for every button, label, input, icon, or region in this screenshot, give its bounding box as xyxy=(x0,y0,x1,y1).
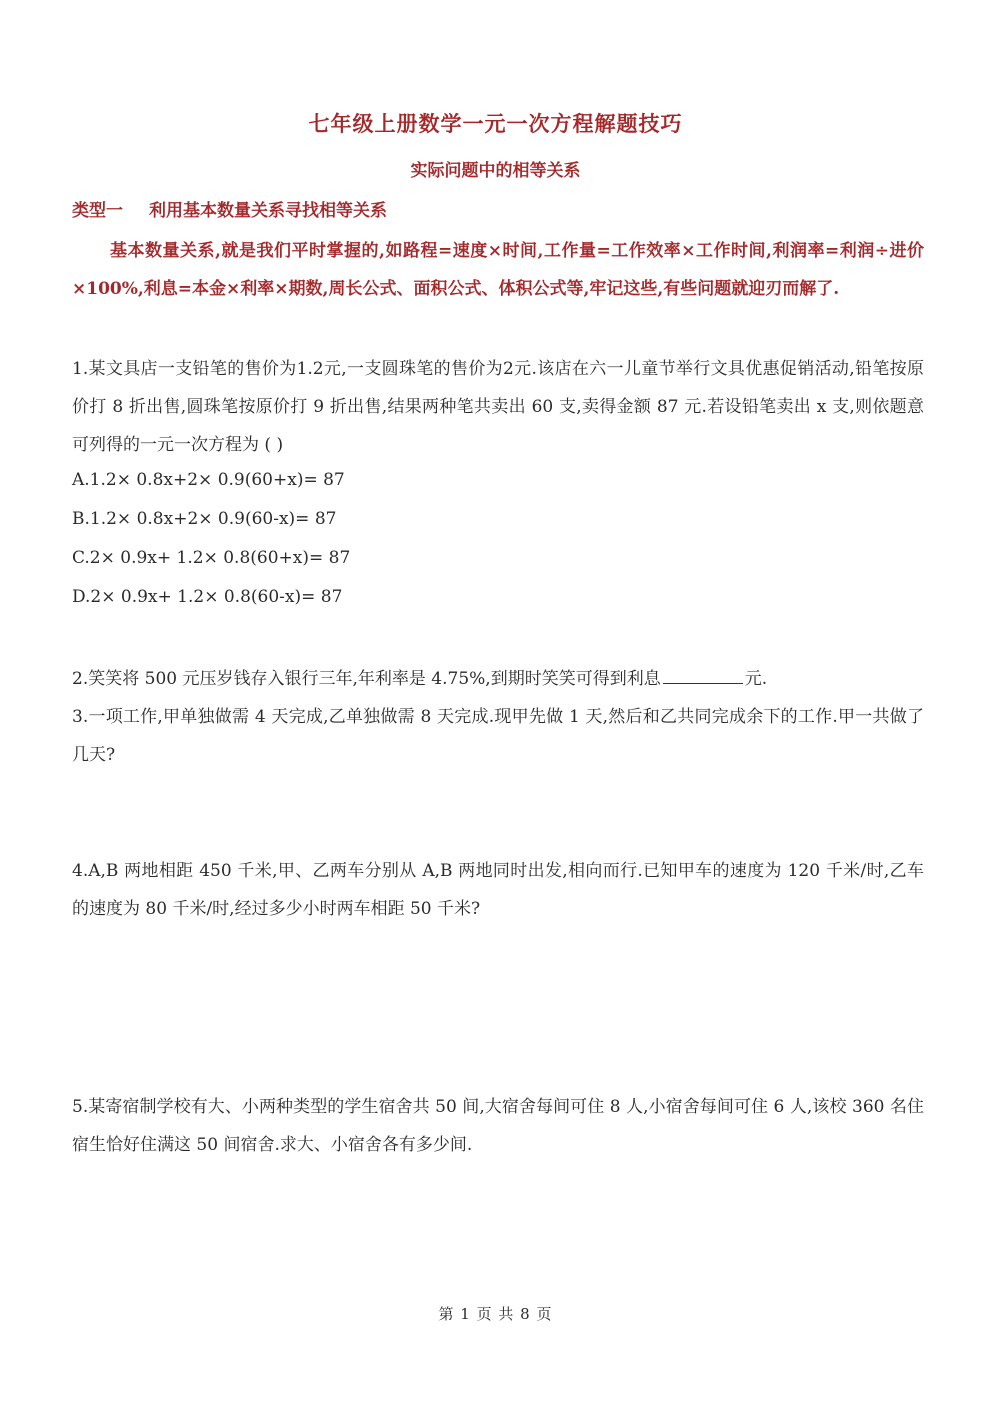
answer-blank xyxy=(663,665,743,684)
question-2 xyxy=(72,660,924,698)
question-1-option-b: B.1.2× 0.8x+2× 0.9(60-x)= 87 xyxy=(72,509,337,529)
question-4: 4.A,B 两地相距 450 千米,甲、乙两车分别从 A,B 两地同时出发,相向而行.已知甲车的速度为 120 千米/时,乙车的速度为 80 千米/时,经过多少小时两车相距 50 千米? xyxy=(72,861,924,919)
question-3: 3.一项工作,甲单独做需 4 天完成,乙单独做需 8 天完成.现甲先做 1 天,然后和乙共同完成余下的工作.甲一共做了几天? xyxy=(72,707,924,765)
type-heading-text: 利用基本数量关系寻找相等关系 xyxy=(149,201,387,221)
question-1-option-d: D.2× 0.9x+ 1.2× 0.8(60-x)= 87 xyxy=(72,587,343,607)
question-2-unit: 元. xyxy=(744,669,768,689)
intro-paragraph: 基本数量关系,就是我们平时掌握的,如路程=速度×时间,工作量=工作效率×工作时间,利润率=利润÷进价×100%,利息=本金×利率×期数,周长公式、面积公式、体积公式等,牢记这些,有些问题就迎刃而解了. xyxy=(72,241,924,299)
page-footer: 第 1 页 共 8 页 xyxy=(438,1305,553,1323)
question-1-option-a: A.1.2× 0.8x+2× 0.9(60+x)= 87 xyxy=(72,470,345,490)
question-5: 5.某寄宿制学校有大、小两种类型的学生宿舍共 50 间,大宿舍每间可住 8 人,小宿舍每间可住 6 人,该校 360 名住宿生恰好住满这 50 间宿舍.求大、小宿舍各有多少间. xyxy=(72,1097,924,1155)
document-title: 七年级上册数学一元一次方程解题技巧 xyxy=(308,111,683,136)
type-heading-label: 类型一 xyxy=(72,201,123,221)
question-1: 1.某文具店一支铅笔的售价为1.2元,一支圆珠笔的售价为2元.该店在六一儿童节举行文具优惠促销活动,铅笔按原价打 8 折出售,圆珠笔按原价打 9 折出售,结果两种笔共卖出 60 支,卖得金额 87 元.若设铅笔卖出 x 支,则依题意可列得的一元一次方程为 ( ) xyxy=(72,359,924,455)
question-1-option-c: C.2× 0.9x+ 1.2× 0.8(60+x)= 87 xyxy=(72,548,351,568)
question-2-text: 2.笑笑将 500 元压岁钱存入银行三年,年利率是 4.75%,到期时笑笑可得到利息 xyxy=(72,669,661,689)
document-subtitle: 实际问题中的相等关系 xyxy=(410,161,581,181)
type-heading xyxy=(72,196,387,221)
